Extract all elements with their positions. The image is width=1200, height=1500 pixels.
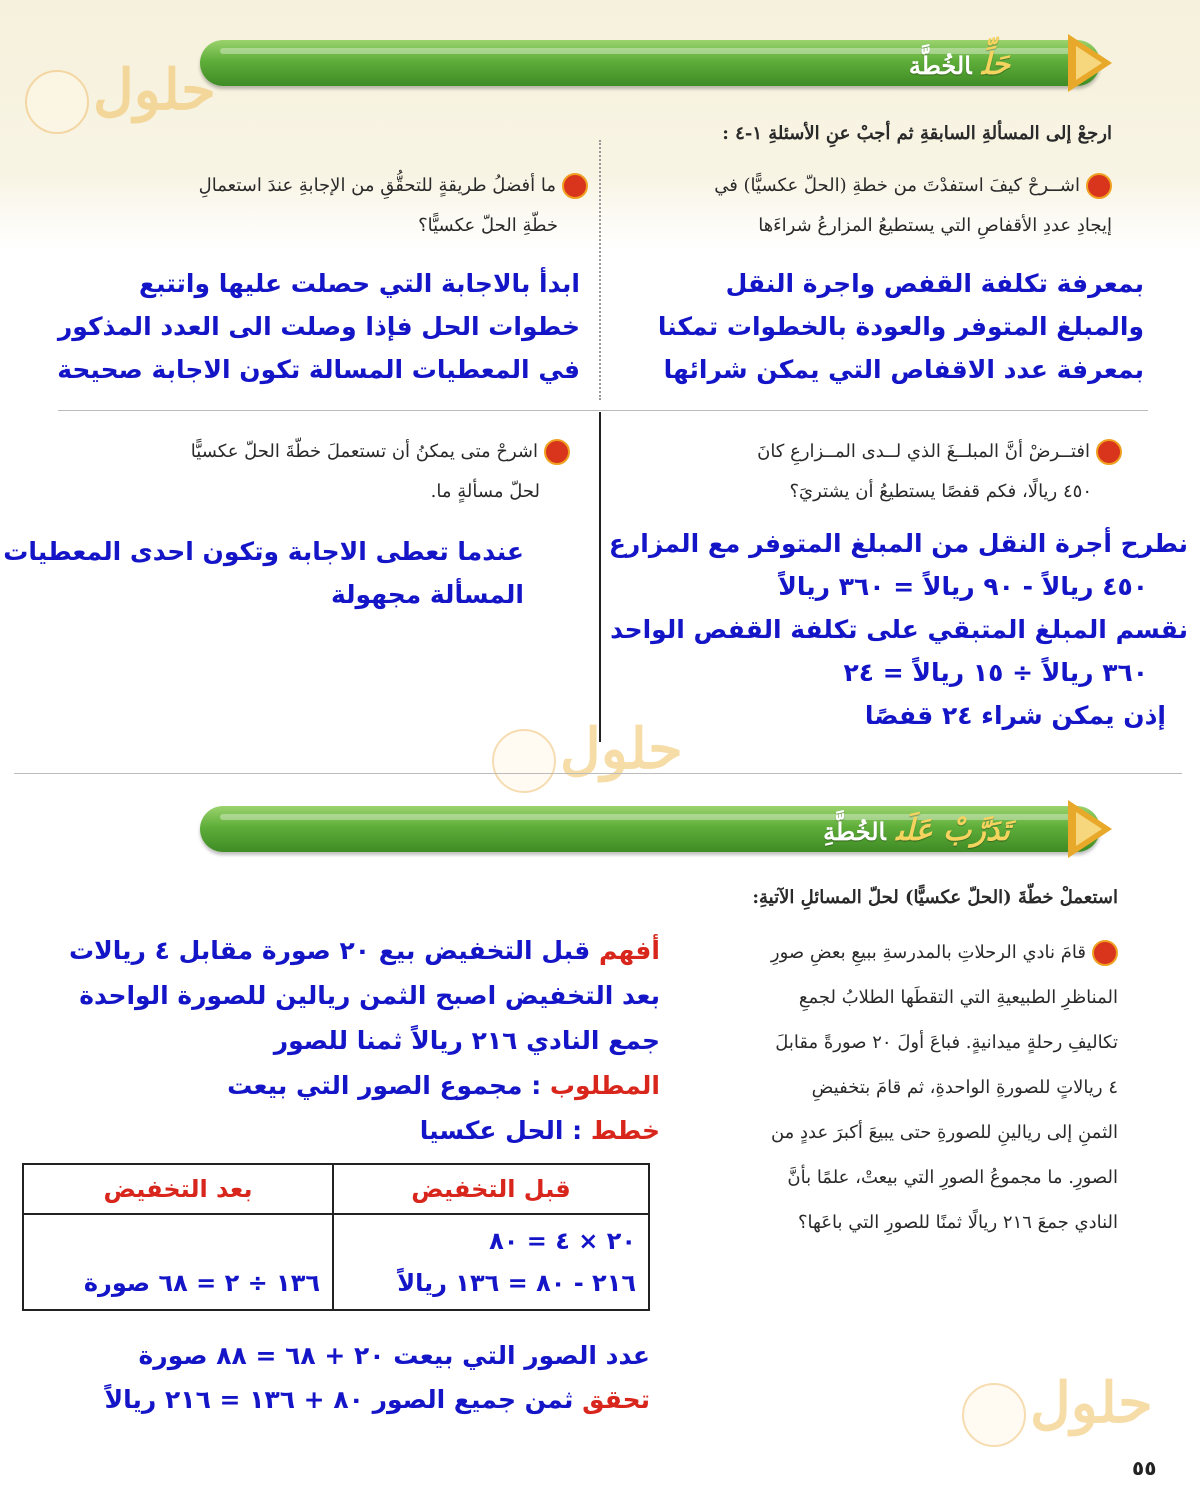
row-divider: [58, 410, 1148, 411]
answer-1: بمعرفة تكلفة القفص واجرة النقل والمبلغ المتوفر والعودة بالخطوات تمكنا بمعرفة عدد الاقفاص التي يمكن شرائها: [657, 269, 1144, 384]
column-divider: [599, 412, 601, 742]
answer-4: عندما تعطى الاجابة وتكون احدى المعطيات المسألة مجهولة: [3, 537, 524, 609]
column-divider: [599, 140, 601, 400]
table-cell-after: ١٣٦ ÷ ٢ = ٦٨ صورة: [23, 1214, 333, 1310]
question-4: اشرحْ متى يمكنُ أن تستعملَ خطّةَ الحلّ عكسيًّا لحلّ مسألةٍ ما.: [120, 432, 570, 512]
table-cell-before: ٢٠ × ٤ = ٨٠ ٢١٦ - ٨٠ = ١٣٦ ريالاً: [333, 1214, 649, 1310]
section-divider: [14, 773, 1182, 774]
question-number-icon: [1096, 439, 1122, 465]
section1-intro: ارجعْ إلى المسألةِ السابقةِ ثم أجبْ عنِ الأسئلةِ ١-٤ :: [722, 123, 1112, 144]
solution-table: [22, 1163, 650, 1311]
section-title: تَدَرَّبْ عَلَىالخُطَّةِ: [823, 813, 1010, 848]
question-1: اشــرحْ كيفَ استفدْتَ من خطةِ (الحلّ عكسيًّا) في إيجادِ عددِ الأقفاصِ التي يستطيعُ المزارعُ شراءَها: [714, 175, 1112, 236]
question-number-icon: [1086, 173, 1112, 199]
answer-2: ابدأ بالاجابة التي حصلت عليها واتتبع خطوات الحل فإذا وصلت الى العدد المذكور في المعطيات المسالة تكون الاجابة صحيحة: [57, 269, 580, 384]
answer-understand: أفهم قبل التخفيض بيع ٢٠ صورة مقابل ٤ ريالات بعد التخفيض اصبح الثمن ريالين للصورة الواحدة جمع النادي ٢١٦ ريالاً ثمنا للصور المطلوب : مجموع الصور التي بيعت خطط : الحل عكسيا: [69, 936, 660, 1145]
section2-intro: استعملْ خطّةَ (الحلّ عكسيًّا) لحلّ المسائلِ الآتيةِ:: [752, 887, 1118, 908]
page-number: ٥٥: [1132, 1456, 1157, 1480]
question-number-icon: [1092, 940, 1118, 966]
table-header-before: قبل التخفيض: [333, 1164, 649, 1214]
section-banner-solve-plan: [200, 40, 1100, 86]
table-header-after: بعد التخفيض: [23, 1164, 333, 1214]
question-5: قامَ نادي الرحلاتِ بالمدرسةِ ببيعِ بعضِ صورِ المناظرِ الطبيعيةِ التي التقطَها الطلابُ لجمعِ تكاليفِ رحلةٍ ميدانيةٍ. فباعَ أولَ ٢٠ صورةً مقابلَ ٤ ريالاتٍ للصورةِ الواحدةِ، ثم قامَ بتخفيضِ الثمنِ إلى ريالينِ للصورةِ حتى يبيعَ أكبرَ عددٍ من الصورِ. ما مجموعُ الصورِ التي بيعتْ، علمًا بأنَّ النادي جمعَ ٢١٦ ريالًا ثمنًا للصورِ التي باعَها؟: [770, 942, 1118, 1233]
answer-total: عدد الصور التي بيعت ٢٠ + ٦٨ = ٨٨ صورة: [138, 1341, 650, 1370]
question-3: افتــرضْ أنَّ المبلــغَ الذي لــدى المــزارعِ كانَ ٤٥٠ ريالًا، فكم قفصًا يستطيعُ أن يشتريَ؟: [672, 432, 1122, 512]
question-number-icon: [544, 439, 570, 465]
section-title: حَلِّالخُطَّة: [908, 47, 1010, 82]
question-number-icon: [562, 173, 588, 199]
answer-3: نطرح أجرة النقل من المبلغ المتوفر مع المزارع ٤٥٠ ريالاً - ٩٠ ريالاً = ٣٦٠ ريالاً نقسم المبلغ المتبقي على تكلفة القفص الواحد ٣٦٠ ريالاً ÷ ١٥ ريالاً = ٢٤ إذن يمكن شراء ٢٤ قفصًا: [608, 529, 1188, 730]
question-2: ما أفضلُ طريقةٍ للتحقُّقِ من الإجابةِ عندَ استعمالِ خطّةِ الحلّ عكسيًّا؟: [148, 166, 588, 246]
section-banner-practice-plan: [200, 806, 1100, 852]
answer-check: تحقق ثمن جميع الصور ٨٠ + ١٣٦ = ٢١٦ ريالاً: [104, 1385, 650, 1414]
